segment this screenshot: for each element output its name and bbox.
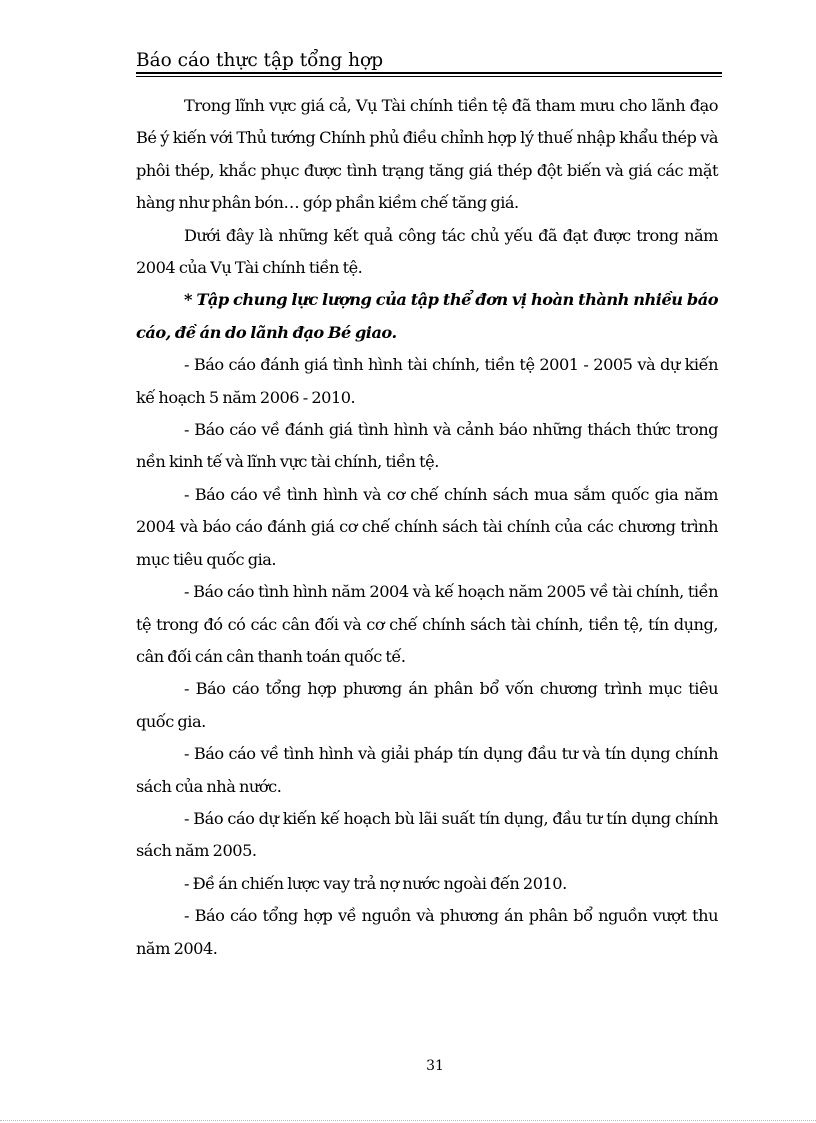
page-bottom-edge: [0, 1120, 816, 1121]
list-item: - Báo cáo tổng hợp về nguồn và phương án phân bổ nguồn vượt thu năm 2004.: [136, 906, 718, 958]
body-text: [136, 90, 718, 965]
list-item: - Báo cáo về đánh giá tình hình và cảnh báo những thách thức trong nền kinh tế và lĩnh vực tài chính, tiền tệ.: [136, 420, 718, 472]
list-item: - Báo cáo đánh giá tình hình tài chính, tiền tệ 2001 - 2005 và dự kiến kế hoạch 5 năm 2006 - 2010.: [136, 355, 718, 407]
page-number: 31: [426, 1058, 444, 1074]
running-header: Báo cáo thực tập tổng hợp: [136, 50, 384, 71]
list-item: - Báo cáo tình hình năm 2004 và kế hoạch năm 2005 về tài chính, tiền tệ trong đó có các cân đối và cơ chế chính sách tài chính, tiền tệ, tín dụng, cân đối cán cân thanh toán quốc tế.: [136, 582, 718, 666]
header-rule-thick: [136, 72, 722, 74]
section-heading: * Tập chung lực lượng của tập thể đơn vị hoàn thành nhiều báo cáo, đề án do lãnh đạo Bé giao.: [136, 290, 718, 342]
list-item: - Báo cáo dự kiến kế hoạch bù lãi suất tín dụng, đầu tư tín dụng chính sách năm 2005.: [136, 808, 718, 861]
list-item: - Đề án chiến lược vay trả nợ nước ngoài đến 2010.: [184, 873, 567, 893]
paragraph: Trong lĩnh vực giá cả, Vụ Tài chính tiền tệ đã tham mưu cho lãnh đạo Bé ý kiến với Thủ tướng Chính phủ điều chỉnh hợp lý thuế nhập khẩu thép và phôi thép, khắc phục được tình trạng tăng giá thép đột biến và giá các mặt hàng như phân bón… góp phần kiềm chế tăng giá.: [136, 96, 718, 213]
list-item: - Báo cáo tổng hợp phương án phân bổ vốn chương trình mục tiêu quốc gia.: [136, 679, 718, 731]
list-item: - Báo cáo về tình hình và giải pháp tín dụng đầu tư và tín dụng chính sách của nhà nước.: [136, 744, 718, 796]
list-item: - Báo cáo về tình hình và cơ chế chính sách mua sắm quốc gia năm 2004 và báo cáo đánh giá cơ chế chính sách tài chính của các chương trình mục tiêu quốc gia.: [136, 484, 718, 569]
header-rule-thin: [136, 76, 722, 77]
paragraph: Dưới đây là những kết quả công tác chủ yếu đã đạt được trong năm 2004 của Vụ Tài chính tiền tệ.: [136, 225, 718, 278]
